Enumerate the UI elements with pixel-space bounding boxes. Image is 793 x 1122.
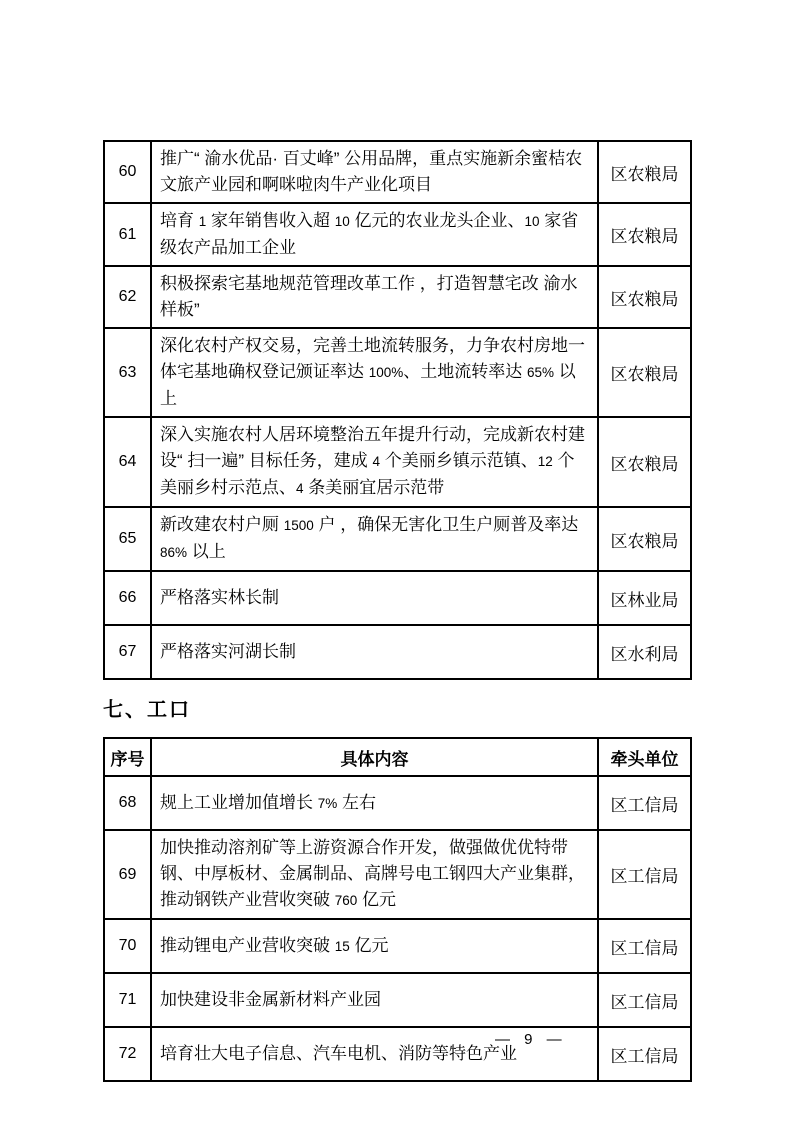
task-content: 加快建设非金属新材料产业园: [151, 973, 598, 1027]
agriculture-tasks-table: [103, 140, 692, 680]
lead-unit: 区工信局: [598, 973, 691, 1027]
table-row: [104, 571, 691, 625]
task-content: 新改建农村户厕 1500 户 ，确保无害化卫生户厕普及率达 86% 以上: [151, 507, 598, 571]
header-specific-content: 具体内容: [151, 738, 598, 776]
lead-unit: 区农粮局: [598, 266, 691, 328]
task-content: 严格落实河湖长制: [151, 625, 598, 679]
task-content: 培育 1 家年销售收入超 10 亿元的农业龙头企业、10 家省级农产品加工企业: [151, 203, 598, 266]
lead-unit: 区农粮局: [598, 328, 691, 417]
row-serial-number: 61: [104, 203, 151, 266]
lead-unit: 区水利局: [598, 625, 691, 679]
row-serial-number: 68: [104, 776, 151, 830]
row-serial-number: 64: [104, 417, 151, 507]
table-row: [104, 328, 691, 417]
table-row: [104, 266, 691, 328]
table-row: [104, 203, 691, 266]
lead-unit: 区农粮局: [598, 417, 691, 507]
task-content: 严格落实林长制: [151, 571, 598, 625]
row-serial-number: 70: [104, 919, 151, 973]
lead-unit: 区工信局: [598, 919, 691, 973]
lead-unit: 区工信局: [598, 776, 691, 830]
table-row: [104, 507, 691, 571]
row-serial-number: 72: [104, 1027, 151, 1081]
agriculture-tasks-table-body: [104, 141, 691, 679]
page-number: — 9 —: [495, 1031, 562, 1048]
row-serial-number: 69: [104, 830, 151, 919]
task-content: 加快推动溶剂矿等上游资源合作开发，做强做优优特带钢、中厚板材、金属制品、高牌号电工钢四大产业集群，推动钢铁产业营收突破 760 亿元: [151, 830, 598, 919]
lead-unit: 区农粮局: [598, 203, 691, 266]
lead-unit: 区农粮局: [598, 507, 691, 571]
table-row: [104, 830, 691, 919]
row-serial-number: 67: [104, 625, 151, 679]
task-content: 深入实施农村人居环境整治五年提升行动，完成新农村建设“ 扫一遍” 目标任务，建成 4 个美丽乡镇示范镇、12 个美丽乡村示范点、4 条美丽宜居示范带: [151, 417, 598, 507]
header-lead-unit: 牵头单位: [598, 738, 691, 776]
task-content: 培育壮大电子信息、汽车电机、消防等特色产业: [151, 1027, 598, 1081]
task-content: 深化农村产权交易，完善土地流转服务，力争农村房地一体宅基地确权登记颁证率达 100%、土地流转率达 65% 以上: [151, 328, 598, 417]
lead-unit: 区林业局: [598, 571, 691, 625]
section-title: 七、工口: [103, 699, 191, 721]
row-serial-number: 65: [104, 507, 151, 571]
table-header-row: [104, 738, 691, 776]
header-serial-number: 序号: [104, 738, 151, 776]
table-row: [104, 417, 691, 507]
row-serial-number: 60: [104, 141, 151, 203]
row-serial-number: 63: [104, 328, 151, 417]
table-row: [104, 919, 691, 973]
task-content: 推动锂电产业营收突破 15 亿元: [151, 919, 598, 973]
lead-unit: 区工信局: [598, 1027, 691, 1081]
row-serial-number: 62: [104, 266, 151, 328]
task-content: 规上工业增加值增长 7% 左右: [151, 776, 598, 830]
task-content: 推广“ 渝水优品· 百丈峰” 公用品牌，重点实施新余蜜桔农文旅产业园和啊咪啦肉牛产业化项目: [151, 141, 598, 203]
lead-unit: 区工信局: [598, 830, 691, 919]
row-serial-number: 66: [104, 571, 151, 625]
table-row: [104, 776, 691, 830]
table-row: [104, 141, 691, 203]
row-serial-number: 71: [104, 973, 151, 1027]
table-row: [104, 973, 691, 1027]
table-row: [104, 625, 691, 679]
task-content: 积极探索宅基地规范管理改革工作 ，打造智慧宅改 渝水样板”: [151, 266, 598, 328]
page-content: [103, 140, 690, 1082]
lead-unit: 区农粮局: [598, 141, 691, 203]
